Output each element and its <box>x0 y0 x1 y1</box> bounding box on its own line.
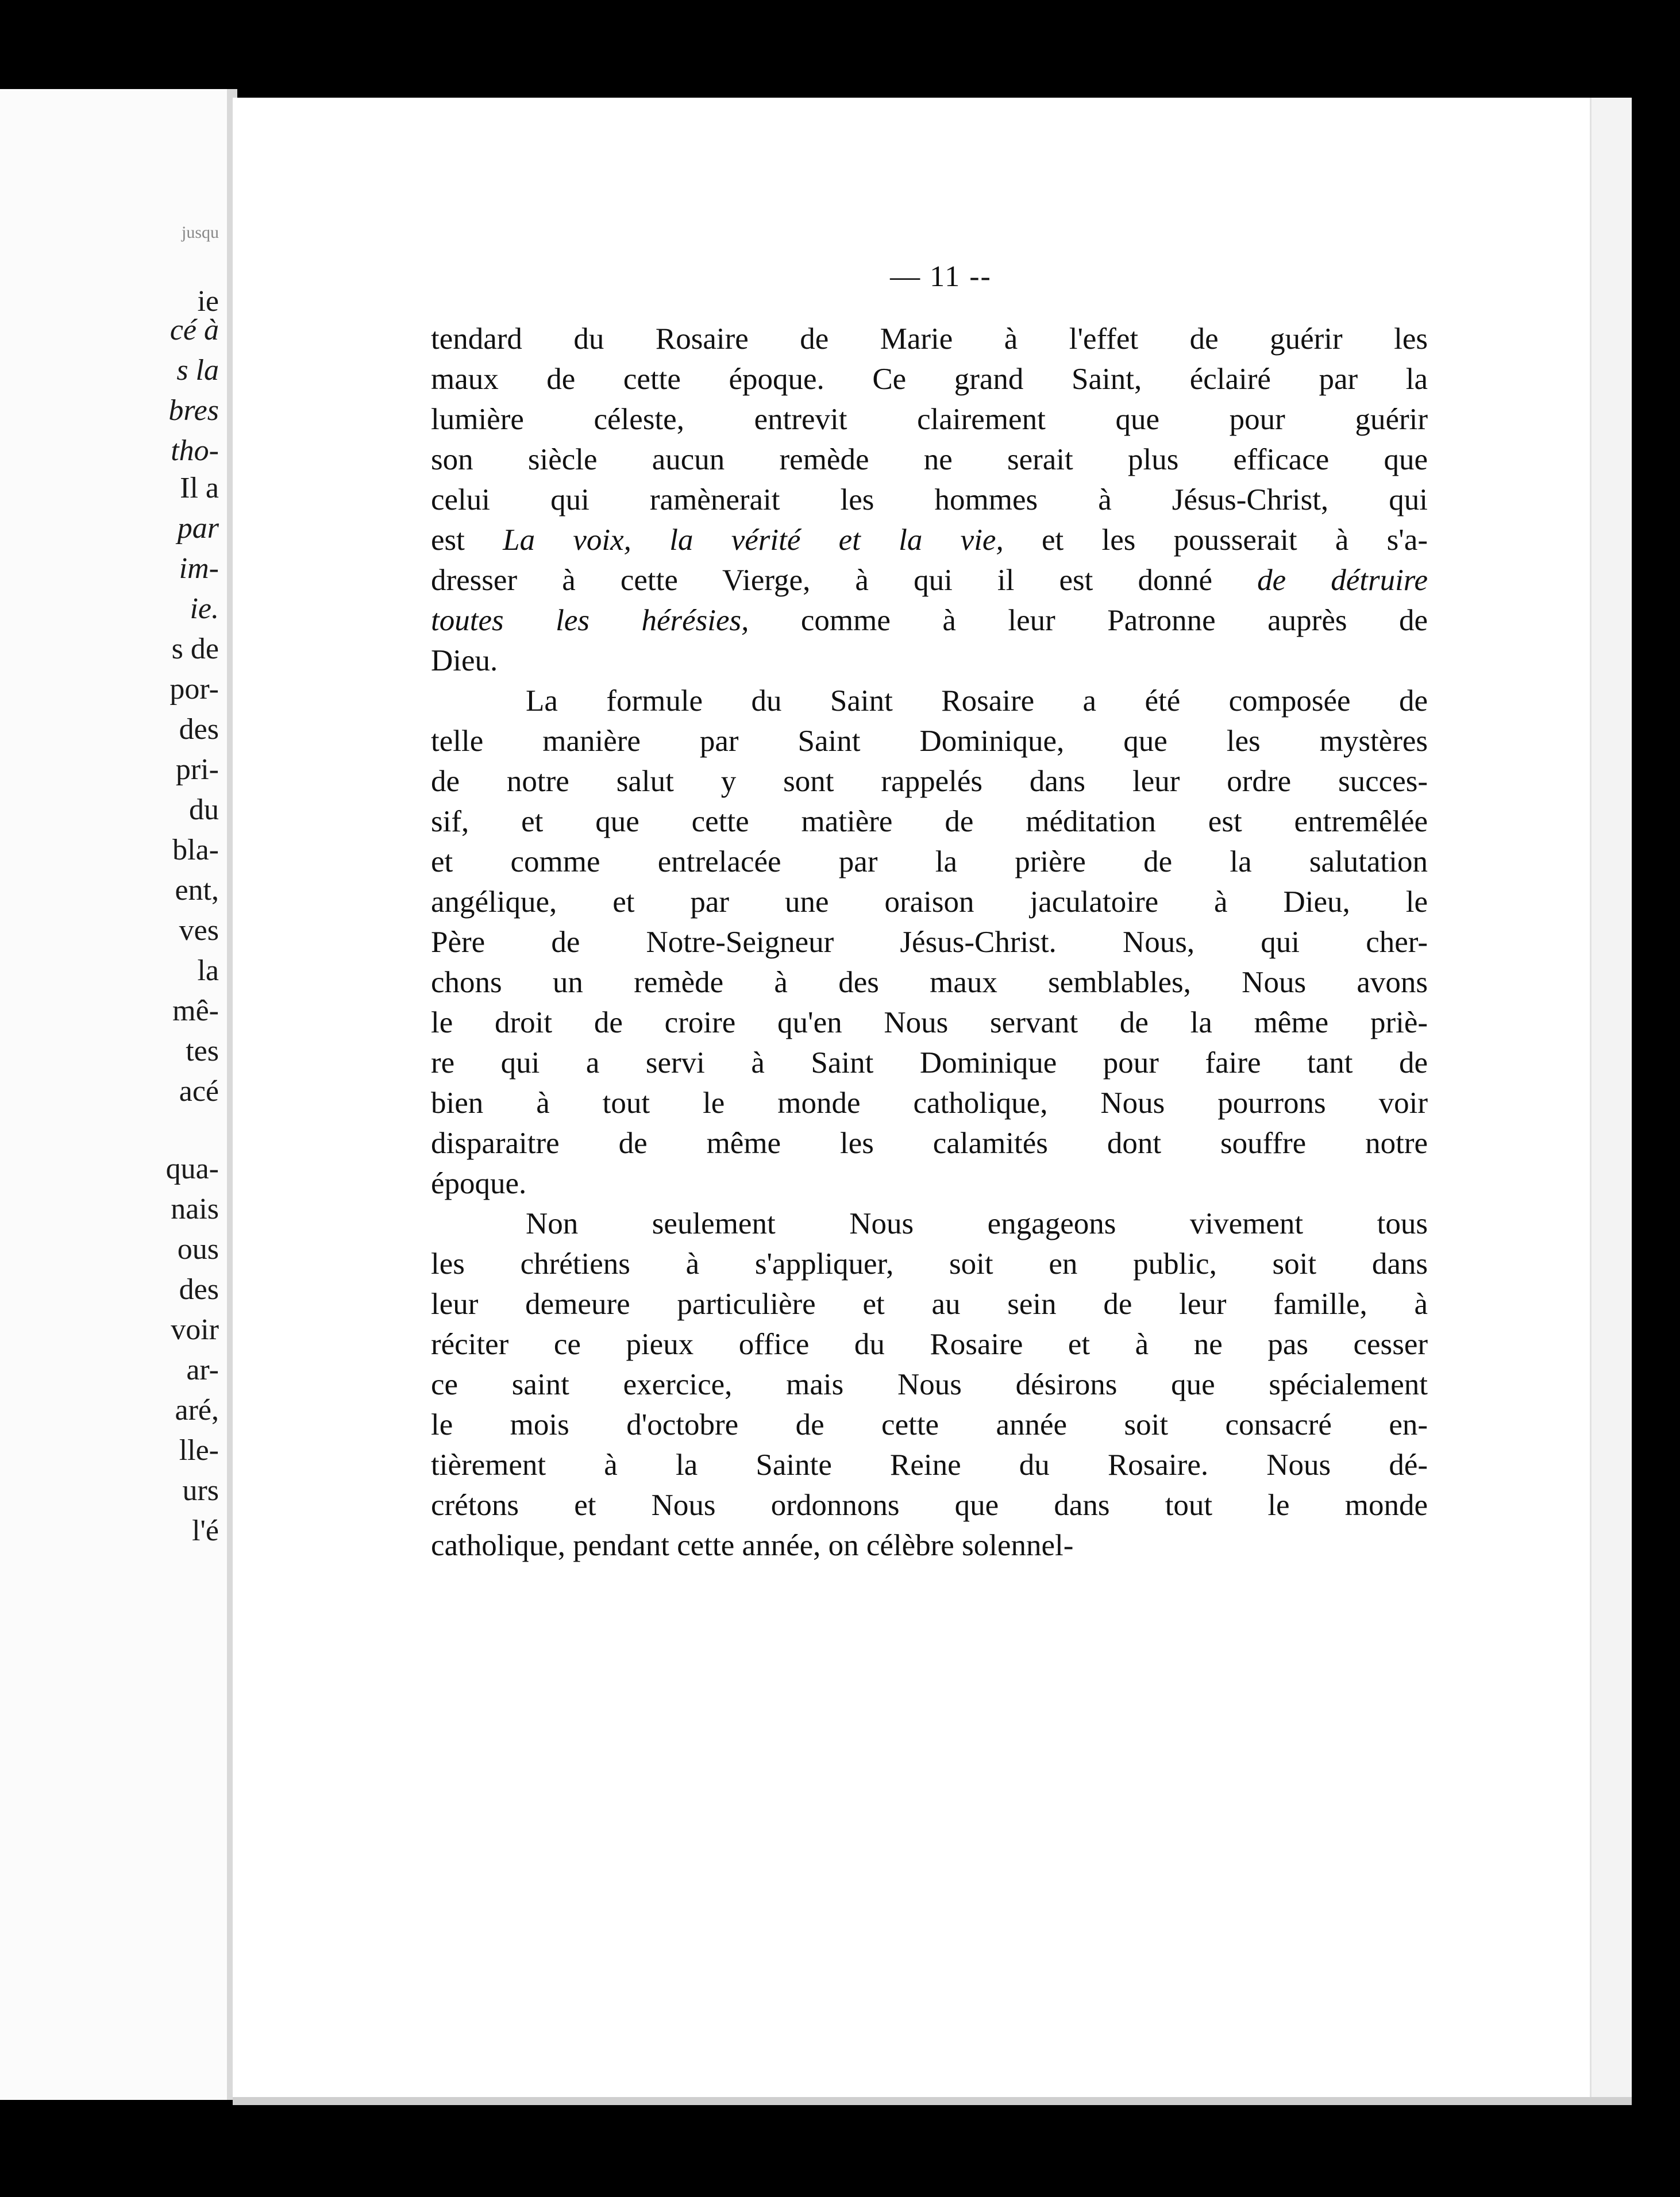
text-line <box>431 721 1428 761</box>
text-segment: disparaitre de même les calamités dont souffre notre <box>431 1127 1428 1160</box>
left-page-text-fragment: ie. <box>190 592 219 625</box>
text-line <box>431 359 1428 399</box>
left-page-text-fragment: lle- <box>179 1434 219 1467</box>
text-line <box>431 480 1428 520</box>
text-line <box>431 399 1428 440</box>
text-segment: le mois d'octobre de cette année soit consacré en- <box>431 1408 1428 1441</box>
text-line <box>431 1244 1428 1284</box>
italic-text: La voix, la vérité et la vie, <box>503 523 1004 557</box>
left-page-text-fragment: voir <box>171 1313 219 1346</box>
text-line <box>431 319 1428 359</box>
text-line <box>431 1485 1428 1525</box>
text-line <box>431 842 1428 882</box>
text-segment: re qui a servi à Saint Dominique pour faire tant de <box>431 1046 1428 1080</box>
text-segment: époque. <box>431 1167 527 1200</box>
left-page-text-fragment: mê- <box>172 995 219 1027</box>
text-line <box>431 1043 1428 1083</box>
paragraph <box>431 319 1428 681</box>
left-page-text-fragment: pri- <box>175 753 219 786</box>
text-segment: La formule du Saint Rosaire a été composée de <box>526 684 1428 718</box>
text-segment: crétons et Nous ordonnons que dans tout le monde <box>431 1489 1428 1522</box>
text-line <box>431 1163 1428 1204</box>
scan-border <box>0 0 1680 101</box>
text-line <box>431 1284 1428 1324</box>
left-page-text-fragment: l'é <box>192 1514 219 1547</box>
text-segment: et les pousserait à s'a- <box>1003 523 1428 557</box>
text-segment: de notre salut y sont rappelés dans leur ordre succes- <box>431 765 1428 798</box>
text-line <box>431 882 1428 922</box>
left-page-text-fragment: ie <box>197 285 219 318</box>
left-page-text-fragment: aré, <box>175 1394 219 1427</box>
text-segment: réciter ce pieux office du Rosaire et à ne pas cesser <box>431 1328 1428 1361</box>
text-line <box>431 1204 1428 1244</box>
text-segment: lumière céleste, entrevit clairement que pour guérir <box>431 403 1428 436</box>
left-page-text-fragment: bla- <box>172 834 219 866</box>
left-page-text-fragment: du <box>189 793 219 826</box>
text-segment: catholique, pendant cette année, on célèbre solennel- <box>431 1529 1074 1562</box>
text-segment: Dieu. <box>431 644 498 677</box>
left-page-text-fragment: par <box>177 512 219 545</box>
text-segment: Non seulement Nous engageons vivement tous <box>526 1207 1428 1240</box>
text-segment: sif, et que cette matière de méditation est entremêlée <box>431 805 1428 838</box>
left-page-text-fragment: des <box>179 713 219 746</box>
left-page-text-fragment: qua- <box>165 1153 219 1185</box>
page-bottom-edge <box>233 2097 1632 2105</box>
left-page-text-fragment: acé <box>179 1075 219 1108</box>
text-segment: telle manière par Saint Dominique, que les mystères <box>431 724 1428 758</box>
text-line <box>431 1525 1428 1566</box>
text-segment: Père de Notre-Seigneur Jésus-Christ. Nous, qui cher- <box>431 926 1428 959</box>
text-segment: ce saint exercice, mais Nous désirons que spécialement <box>431 1368 1428 1401</box>
left-page-text-fragment: ent, <box>175 874 219 907</box>
text-line <box>431 600 1428 641</box>
text-line <box>431 1003 1428 1043</box>
italic-text: de détruire <box>1257 564 1428 597</box>
text-segment: dresser à cette Vierge, à qui il est donné <box>431 564 1258 597</box>
text-segment: le droit de croire qu'en Nous servant de la même priè- <box>431 1006 1428 1039</box>
text-segment: celui qui ramènerait les hommes à Jésus-Christ, qui <box>431 483 1428 517</box>
text-line <box>431 1405 1428 1445</box>
text-segment: tièrement à la Sainte Reine du Rosaire. Nous dé- <box>431 1448 1428 1482</box>
left-page-text-fragment: urs <box>182 1474 219 1507</box>
text-line <box>431 440 1428 480</box>
left-page-text-fragment: la <box>197 954 219 987</box>
italic-text: toutes les hérésies, <box>431 604 749 637</box>
left-page-text-fragment: tho- <box>171 434 219 467</box>
left-page-text-fragment: por- <box>169 673 219 706</box>
text-segment: tendard du Rosaire de Marie à l'effet de guérir les <box>431 322 1428 356</box>
text-line <box>431 801 1428 842</box>
left-page-fragment <box>0 89 227 2100</box>
right-page <box>233 98 1632 2103</box>
left-page-text-fragment: bres <box>168 394 219 427</box>
text-segment: comme à leur Patronne auprès de <box>749 604 1428 637</box>
left-page-text-fragment: des <box>179 1273 219 1306</box>
text-segment: son siècle aucun remède ne serait plus efficace que <box>431 443 1428 476</box>
page-number: — 11 -- <box>890 260 992 293</box>
text-line <box>431 1083 1428 1123</box>
text-segment: chons un remède à des maux semblables, Nous avons <box>431 966 1428 999</box>
text-segment: leur demeure particulière et au sein de leur famille, à <box>431 1288 1428 1321</box>
text-segment: est <box>431 523 503 557</box>
paragraph <box>431 681 1428 1204</box>
text-line <box>431 761 1428 801</box>
text-line <box>431 681 1428 721</box>
text-line <box>431 1123 1428 1163</box>
text-line <box>431 1445 1428 1485</box>
text-line <box>431 1324 1428 1365</box>
page-edge <box>1590 98 1632 2103</box>
text-segment: bien à tout le monde catholique, Nous pourrons voir <box>431 1086 1428 1120</box>
left-page-text-fragment: ous <box>177 1233 219 1266</box>
text-line <box>431 560 1428 600</box>
left-page-text-fragment: s la <box>176 354 219 387</box>
text-segment: angélique, et par une oraison jaculatoire à Dieu, le <box>431 885 1428 919</box>
text-segment: maux de cette époque. Ce grand Saint, éclairé par la <box>431 363 1428 396</box>
text-segment: et comme entrelacée par la prière de la salutation <box>431 845 1428 878</box>
left-page-text-fragment: ves <box>179 914 219 947</box>
text-line <box>431 962 1428 1003</box>
left-page-text-fragment: tes <box>186 1035 219 1067</box>
left-page-text-fragment: im- <box>179 552 219 585</box>
left-page-text-fragment: ar- <box>186 1354 219 1386</box>
paragraph <box>431 1204 1428 1566</box>
body-text <box>431 319 1428 1566</box>
text-line <box>431 641 1428 681</box>
left-page-text-fragment: s de <box>171 633 219 665</box>
left-page-text-fragment: Il a <box>180 472 219 504</box>
left-page-text-fragment: jusqu <box>181 223 219 242</box>
text-line <box>431 922 1428 962</box>
text-line <box>431 1365 1428 1405</box>
left-page-text-fragment: cé à <box>169 314 219 346</box>
left-page-text-fragment: nais <box>171 1193 219 1225</box>
text-segment: les chrétiens à s'appliquer, soit en public, soit dans <box>431 1247 1428 1281</box>
text-line <box>431 520 1428 560</box>
